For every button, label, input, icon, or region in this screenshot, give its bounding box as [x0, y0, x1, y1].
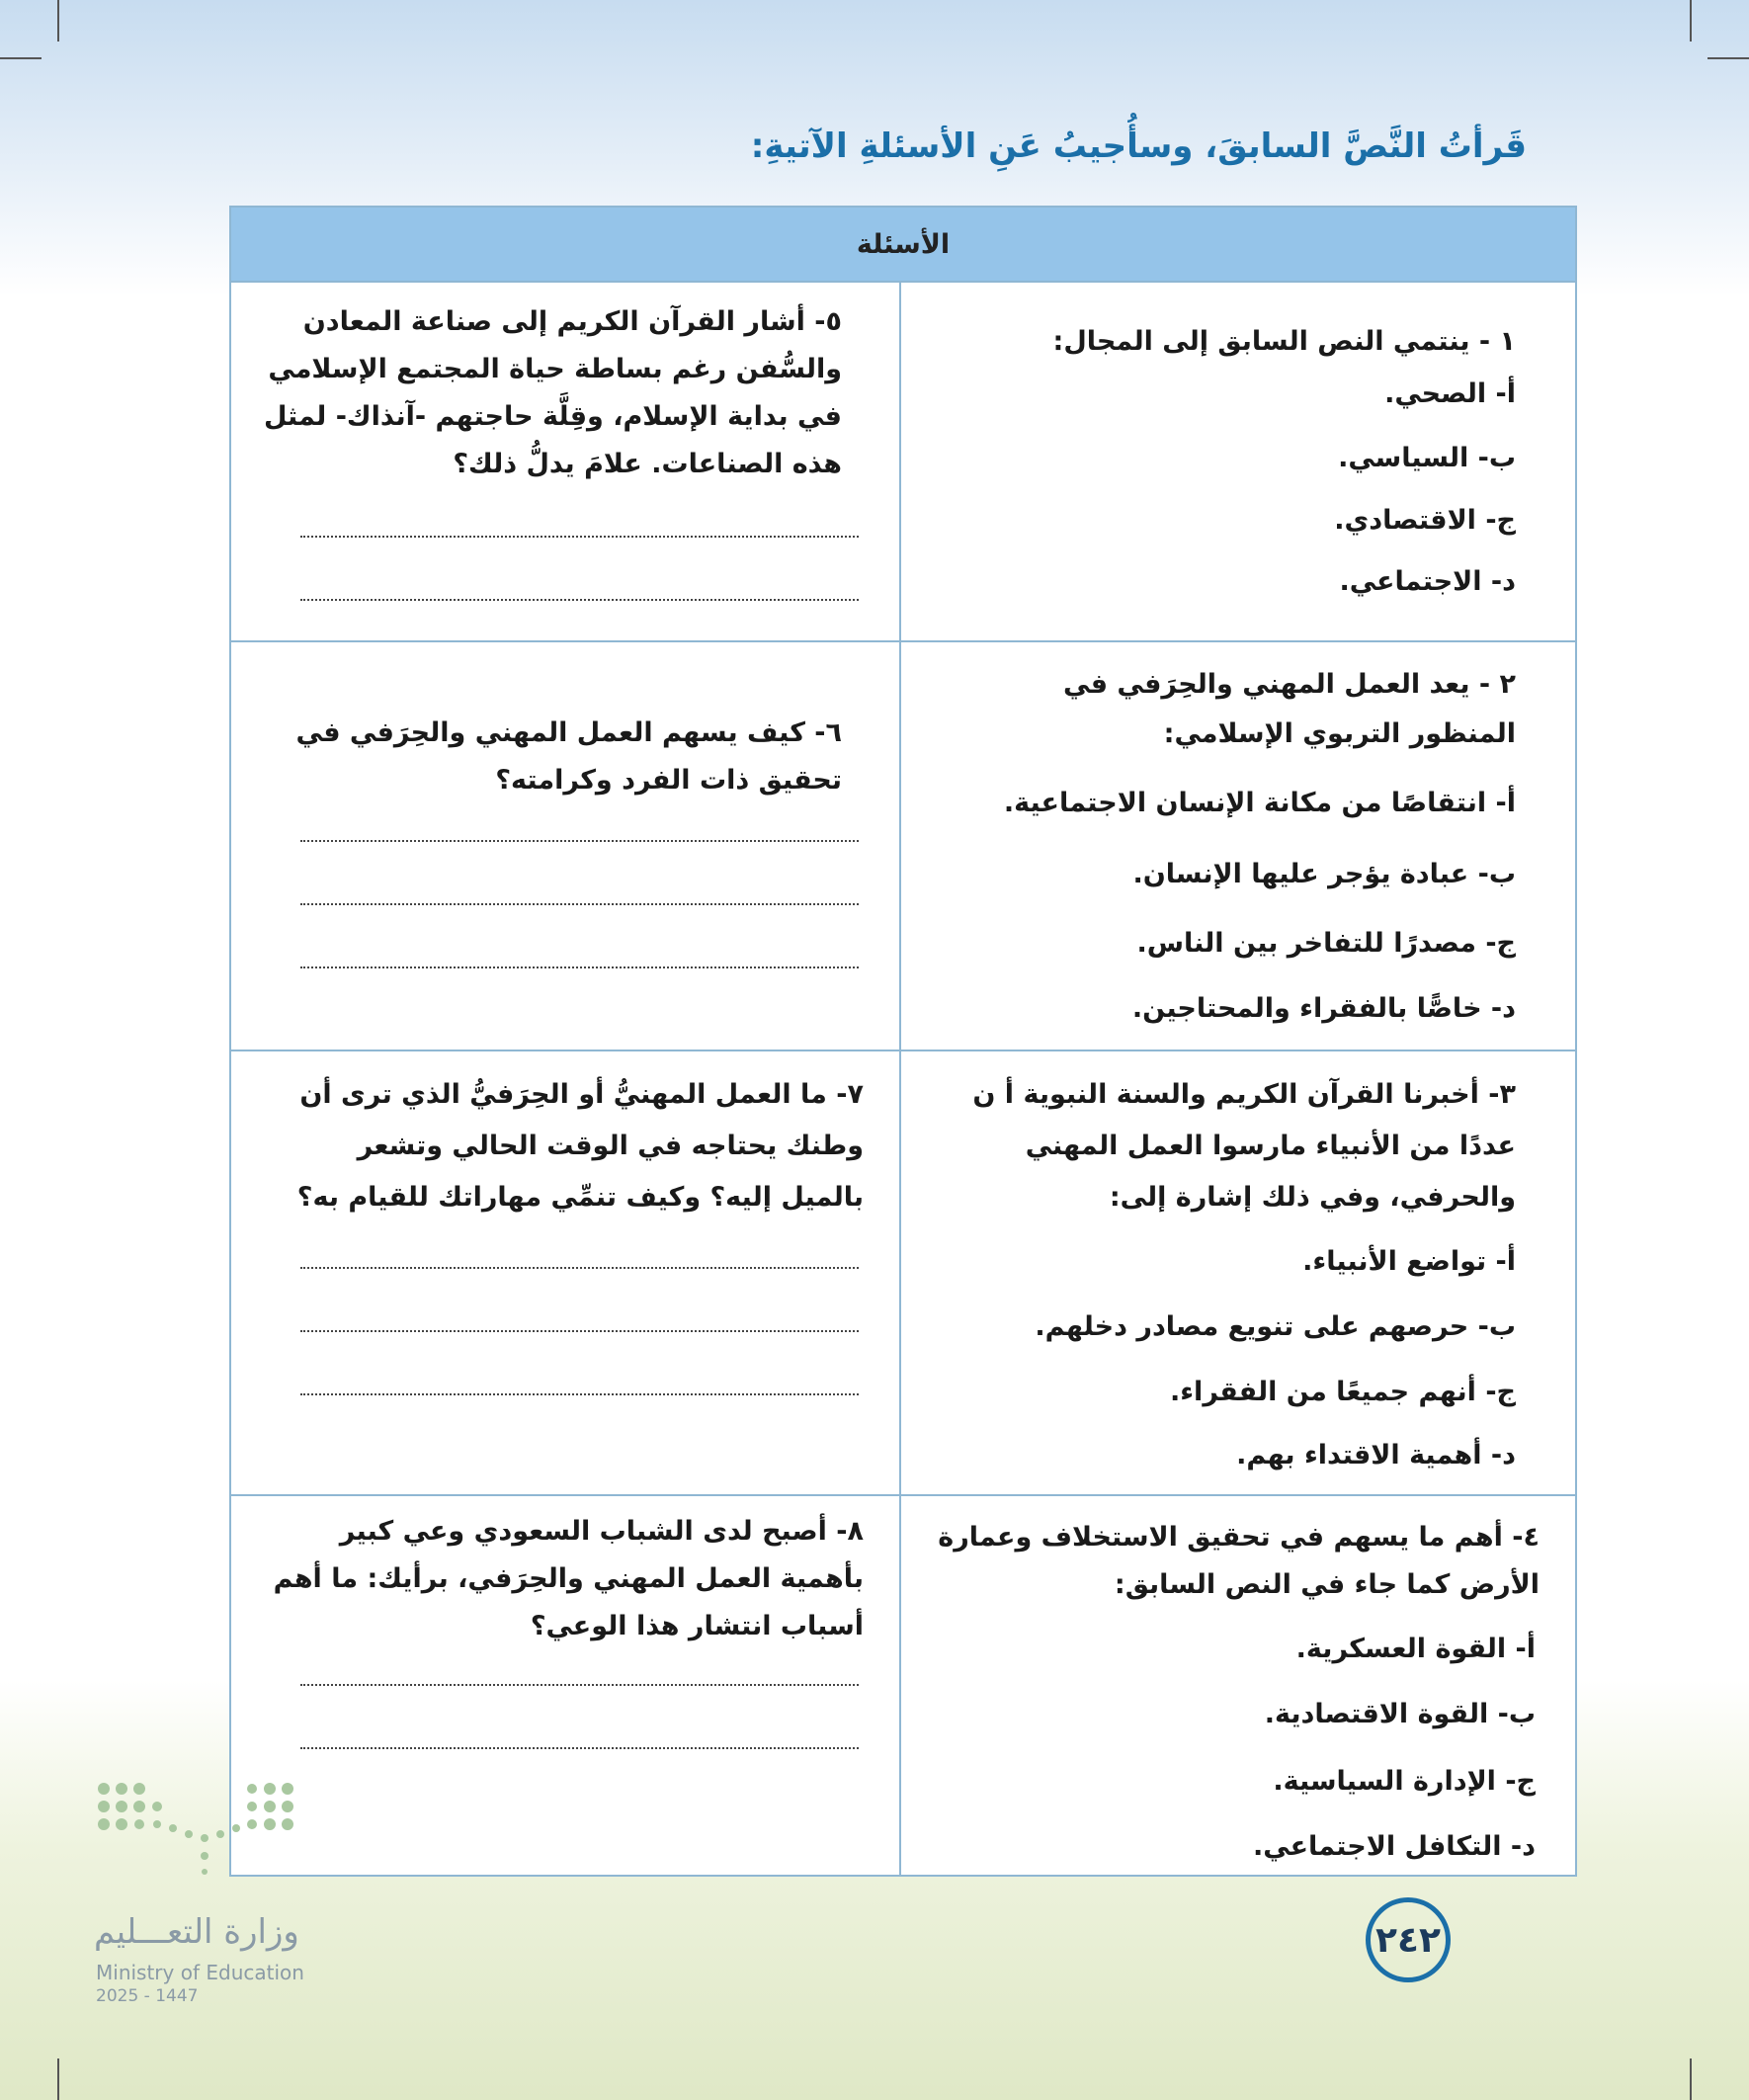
question-2-option-d: د- خاصًّا بالفقراء والمحتاجين. [1131, 993, 1516, 1024]
question-1-option-c: ج- الاقتصادي. [1334, 505, 1516, 536]
question-3 [899, 1051, 1575, 1496]
question-5-text: ٥- أشار القرآن الكريم إلى صناعة المعادن والسُّفن رغم بساطة حياة المجتمع الإسلامي في بداية الإسلام، وقِلَّة حاجتهم -آنذاك- لمثل هذه الصناعات. علامَ يدلُّ ذلك؟ [263, 306, 842, 479]
question-2-option-c: ج- مصدرًا للتفاخر بين الناس. [1136, 928, 1516, 959]
question-8-text: ٨- أصبح لدى الشباب السعودي وعي كبير بأهمية العمل المهني والحِرَفي، برأيك: ما أهم أسباب انتشار هذا الوعي؟ [273, 1516, 864, 1641]
question-1-text: ١ - ينتمي النص السابق إلى المجال: [1052, 326, 1516, 357]
question-4-option-c: ج- الإدارة السياسية. [1273, 1766, 1536, 1797]
question-7-text: ٧- ما العمل المهنيُّ أو الحِرَفيُّ الذي ترى أن وطنك يحتاجه في الوقت الحالي وتشعر بالميل إليه؟ وكيف تنمِّي مهاراتك للقيام به؟ [296, 1079, 864, 1213]
question-2 [899, 642, 1575, 1051]
crop-mark [1707, 57, 1749, 59]
page-number: ٢٤٢ [1366, 1897, 1451, 1982]
question-3-option-d: د- أهمية الاقتداء بهم. [1236, 1440, 1516, 1470]
question-7 [231, 1051, 899, 1496]
question-1-option-b: ب- السياسي. [1338, 443, 1516, 473]
question-3-option-b: ب- حرصهم على تنويع مصادر دخلهم. [1035, 1311, 1516, 1342]
question-1-option-a: أ- الصحي. [1384, 378, 1516, 409]
crop-mark [1690, 0, 1692, 42]
ministry-name-english: Ministry of Education [96, 1961, 304, 1984]
question-4 [899, 1496, 1575, 1879]
table-row [231, 281, 1575, 640]
question-6 [231, 642, 899, 1051]
question-5 [231, 281, 899, 640]
question-1 [899, 281, 1575, 640]
table-row [231, 1494, 1575, 1879]
answer-line[interactable] [300, 1330, 859, 1332]
question-2-option-b: ب- عبادة يؤجر عليها الإنسان. [1132, 859, 1516, 889]
question-3-option-c: ج- أنهم جميعًا من الفقراء. [1170, 1377, 1516, 1407]
table-row [231, 1050, 1575, 1496]
answer-line[interactable] [300, 1267, 859, 1269]
question-6-text: ٦- كيف يسهم العمل المهني والحِرَفي في تحقيق ذات الفرد وكرامته؟ [295, 717, 842, 796]
question-4-option-a: أ- القوة العسكرية. [1295, 1634, 1536, 1664]
answer-line[interactable] [300, 536, 859, 538]
answer-line[interactable] [300, 599, 859, 601]
crop-mark [0, 57, 42, 59]
answer-line[interactable] [300, 1747, 859, 1749]
question-3-text: ٣- أخبرنا القرآن الكريم والسنة النبوية أ ن عددًا من الأنبياء مارسوا العمل المهني والحرفي، وفي ذلك إشارة إلى: [972, 1079, 1516, 1213]
question-3-option-a: أ- تواضع الأنبياء. [1302, 1246, 1516, 1277]
question-2-option-a: أ- انتقاصًا من مكانة الإنسان الاجتماعية. [1003, 788, 1516, 818]
question-4-text: ٤- أهم ما يسهم في تحقيق الاستخلاف وعمارة الأرض كما جاء في النص السابق: [938, 1522, 1540, 1600]
edition-year: 2025 - 1447 [96, 1986, 199, 2006]
crop-mark [1690, 2058, 1692, 2100]
crop-mark [57, 2058, 59, 2100]
crop-mark [57, 0, 59, 42]
question-1-option-d: د- الاجتماعي. [1339, 566, 1516, 597]
question-4-option-d: د- التكافل الاجتماعي. [1253, 1831, 1536, 1862]
answer-line[interactable] [300, 840, 859, 842]
answer-line[interactable] [300, 903, 859, 905]
question-2-text: ٢ - يعد العمل المهني والحِرَفي في المنظور التربوي الإسلامي: [1063, 669, 1516, 749]
ministry-logo-icon [94, 1779, 311, 1897]
answer-line[interactable] [300, 966, 859, 968]
answer-line[interactable] [300, 1684, 859, 1686]
questions-table [229, 206, 1577, 1877]
page-heading: قَرأتُ النَّصَّ السابقَ، وسأُجيبُ عَنِ الأسئلةِ الآتيةِ: [750, 126, 1527, 166]
table-row [231, 640, 1575, 1051]
question-4-option-b: ب- القوة الاقتصادية. [1264, 1699, 1536, 1729]
answer-line[interactable] [300, 1393, 859, 1395]
question-8 [231, 1496, 899, 1879]
table-header: الأسئلة [231, 208, 1575, 283]
ministry-name-arabic: وزارة التعـــليم [94, 1912, 299, 1952]
